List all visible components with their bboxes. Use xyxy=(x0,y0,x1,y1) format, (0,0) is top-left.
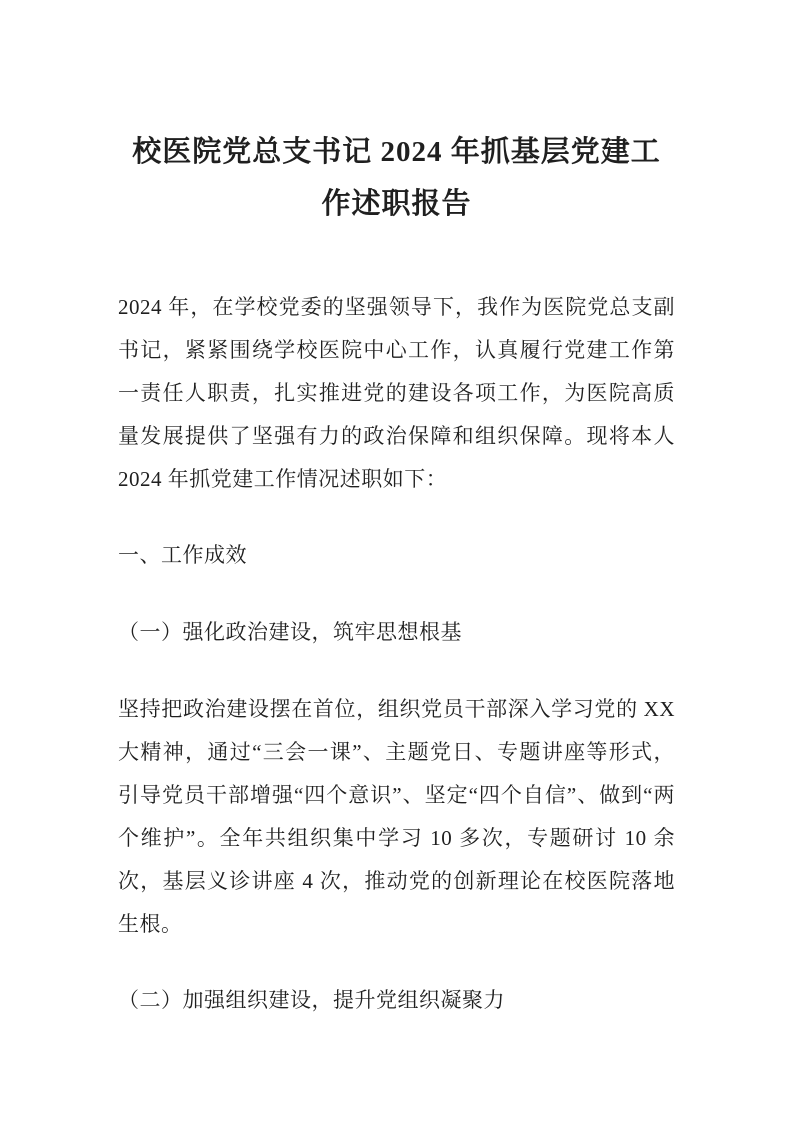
section-heading-work-results: 一、工作成效 xyxy=(118,543,247,567)
subsection-heading-political-building: （一）强化政治建设，筑牢思想根基 xyxy=(118,620,462,644)
paragraph-intro: 2024 年，在学校党委的坚强领导下，我作为医院党总支副书记，紧紧围绕学校医院中心工作，认真履行党建工作第一责任人职责，扎实推进党的建设各项工作，为医院高质量发展提供了坚强有力的政治保障和组织保障。现将本人 2024 年抓党建工作情况述职如下： xyxy=(118,295,675,491)
paragraph-political-building: 坚持把政治建设摆在首位，组织党员干部深入学习党的 XX 大精神，通过“三会一课”、主题党日、专题讲座等形式，引导党员干部增强“四个意识”、坚定“四个自信”、做到“两个维护”。全年共组织集中学习 10 多次，专题研讨 10 余次，基层义诊讲座 4 次，推动党的创新理论在校医院落地生根。 xyxy=(118,697,675,936)
document-title: 校医院党总支书记 2024 年抓基层党建工作述职报告 xyxy=(132,136,661,220)
subsection-heading-organization-building: （二）加强组织建设，提升党组织凝聚力 xyxy=(118,988,505,1012)
